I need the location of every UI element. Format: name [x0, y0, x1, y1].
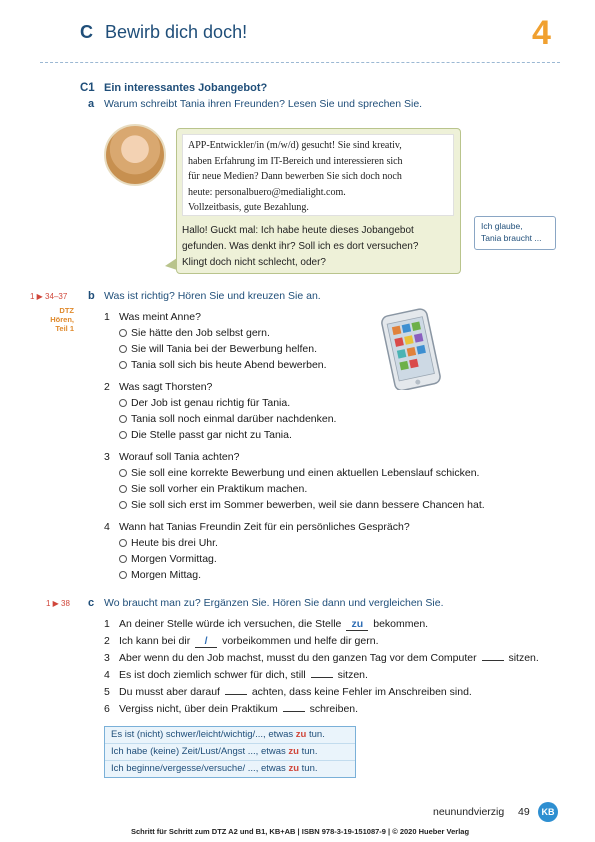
sentence-number: 4 — [104, 669, 110, 681]
answer-option[interactable] — [119, 429, 292, 441]
job-ad-line: heute: personalbuero@medialight.com. — [188, 186, 346, 198]
answer-option[interactable] — [119, 343, 317, 355]
audio-track-b: 1 ▶ 34–37 — [30, 292, 68, 301]
rule-zu: zu — [295, 729, 307, 740]
answer-option[interactable] — [119, 467, 479, 479]
radio-circle[interactable] — [119, 555, 127, 563]
dtz-line: Teil 1 — [55, 324, 74, 333]
radio-circle[interactable] — [119, 345, 127, 353]
gap-blank[interactable] — [482, 660, 504, 661]
chat-line: Hallo! Guckt mal: Ich habe heute dieses Jobangebot — [182, 225, 414, 236]
kb-badge: KB — [538, 802, 558, 822]
page-number: 49 — [518, 806, 530, 818]
rule-text: Ich beginne/vergesse/versuche/ ..., etwas — [111, 763, 286, 774]
sentence-after: sitzen. — [508, 652, 539, 664]
option-label: Sie hätte den Job selbst gern. — [131, 327, 270, 339]
radio-circle[interactable] — [119, 399, 127, 407]
gap-sentence — [119, 618, 428, 631]
answer-option[interactable] — [119, 553, 217, 565]
answer-option[interactable] — [119, 569, 201, 581]
audio-track-c: 1 ▶ 38 — [46, 599, 70, 608]
speech-bubble — [474, 216, 556, 250]
gap-sentence — [119, 669, 368, 681]
gap-sentence — [119, 652, 539, 664]
option-label: Sie soll sich erst im Sommer bewerben, weil sie dann bessere Chancen hat. — [131, 499, 485, 511]
sentence-number: 6 — [104, 703, 110, 715]
subtask-c-instruction: Wo braucht man zu? Ergänzen Sie. Hören Sie dann und vergleichen Sie. — [104, 597, 444, 609]
option-label: Sie soll vorher ein Praktikum machen. — [131, 483, 308, 495]
task-title: Ein interessantes Jobangebot? — [104, 82, 268, 94]
grammar-rule-box — [104, 726, 356, 778]
rule-zu: zu — [288, 763, 299, 774]
radio-circle[interactable] — [119, 571, 127, 579]
sentence-after: bekommen. — [373, 618, 429, 630]
dtz-label — [46, 306, 74, 333]
task-number: C1 — [80, 82, 95, 94]
dtz-line: Hören, — [50, 315, 74, 324]
option-label: Sie soll eine korrekte Bewerbung und einen aktuellen Lebenslauf schicken. — [131, 467, 480, 479]
sentence-before: Ich kann bei dir — [119, 635, 191, 647]
rule-text: Ich habe (keine) Zeit/Lust/Angst ..., etwas — [111, 746, 286, 757]
sentence-after: schreiben. — [309, 703, 359, 715]
sentence-after: vorbeikommen und helfe dir gern. — [222, 635, 379, 647]
page-number-word: neunundvierzig — [433, 806, 505, 818]
answer-option[interactable] — [119, 327, 270, 339]
gap-sentence — [119, 635, 378, 648]
rule-text: Es ist (nicht) schwer/leicht/wichtig/..., etwas — [111, 729, 294, 740]
sentence-number: 1 — [104, 618, 110, 630]
rule-zu: zu — [288, 746, 299, 757]
rule-line — [105, 727, 355, 744]
sentence-number: 5 — [104, 686, 110, 698]
answer-option[interactable] — [119, 483, 307, 495]
sentence-number: 2 — [104, 635, 110, 647]
question-number: 1 — [104, 311, 110, 323]
rule-end: tun. — [301, 763, 318, 774]
rule-end: tun. — [301, 746, 318, 757]
tania-avatar — [104, 124, 166, 186]
option-label: Sie will Tania bei der Bewerbung helfen. — [131, 343, 318, 355]
radio-circle[interactable] — [119, 329, 127, 337]
question-text: Wann hat Tanias Freundin Zeit für ein persönliches Gespräch? — [119, 521, 410, 533]
gap-blank[interactable]: zu — [346, 618, 368, 631]
answer-option[interactable] — [119, 397, 290, 409]
gap-sentence — [119, 703, 358, 715]
question-text: Was sagt Thorsten? — [119, 381, 213, 393]
sentence-before: An deiner Stelle würde ich versuchen, die Stelle — [119, 618, 342, 630]
sentence-before: Vergiss nicht, über dein Praktikum — [119, 703, 278, 715]
answer-option[interactable] — [119, 499, 485, 511]
job-ad-line: haben Erfahrung im IT-Bereich und interessieren sich — [188, 155, 403, 167]
subtask-b-instruction: Was ist richtig? Hören Sie und kreuzen Sie an. — [104, 290, 321, 302]
radio-circle[interactable] — [119, 539, 127, 547]
question-text: Was meint Anne? — [119, 311, 201, 323]
rule-end: tun. — [308, 729, 325, 740]
gap-sentence — [119, 686, 472, 698]
job-ad-line: APP-Entwickler/in (m/w/d) gesucht! Sie sind kreativ, — [188, 140, 402, 151]
rule-line — [105, 744, 355, 761]
sentence-before: Aber wenn du den Job machst, musst du den ganzen Tag vor dem Computer — [119, 652, 477, 664]
question-text: Worauf soll Tania achten? — [119, 451, 240, 463]
sentence-after: achten, dass keine Fehler im Anschreiben sind. — [251, 686, 472, 698]
chat-line: gefunden. Was denkt ihr? Soll ich es dort versuchen? — [182, 240, 419, 252]
chat-line: Klingt doch nicht schlecht, oder? — [182, 256, 326, 268]
job-ad-line: für neue Medien? Dann bewerben Sie sich doch noch — [188, 171, 402, 183]
gap-blank[interactable]: / — [195, 635, 217, 648]
radio-circle[interactable] — [119, 485, 127, 493]
section-letter: C — [80, 22, 93, 42]
job-ad-text — [188, 138, 450, 216]
subtask-a-letter: a — [88, 98, 95, 110]
answer-option[interactable] — [119, 413, 336, 425]
speech-line: Ich glaube, — [481, 221, 523, 231]
header-divider — [40, 62, 560, 63]
smartphone-illustration — [368, 306, 452, 390]
radio-circle[interactable] — [119, 501, 127, 509]
sentence-after: sitzen. — [337, 669, 368, 681]
option-label: Morgen Vormittag. — [131, 553, 217, 565]
rule-line — [105, 761, 355, 778]
option-label: Die Stelle passt gar nicht zu Tania. — [131, 429, 292, 441]
subtask-b-letter: b — [88, 290, 95, 302]
sentence-number: 3 — [104, 652, 110, 664]
option-label: Morgen Mittag. — [131, 569, 202, 581]
question-number: 4 — [104, 521, 110, 533]
gap-blank[interactable] — [225, 694, 247, 695]
sentence-before: Du musst aber darauf — [119, 686, 220, 698]
option-label: Tania soll noch einmal darüber nachdenken. — [131, 413, 337, 425]
section-title: Bewirb dich doch! — [105, 22, 248, 42]
option-label: Heute bis drei Uhr. — [131, 537, 218, 549]
dtz-line: DTZ — [59, 306, 74, 315]
radio-circle[interactable] — [119, 361, 127, 369]
radio-circle[interactable] — [119, 431, 127, 439]
question-number: 2 — [104, 381, 110, 393]
subtask-c-letter: c — [88, 597, 95, 609]
answer-option[interactable] — [119, 537, 218, 549]
job-ad-line: Vollzeitbasis, gute Bezahlung. — [188, 202, 309, 214]
chapter-number: 4 — [532, 14, 551, 52]
radio-circle[interactable] — [119, 415, 127, 423]
option-label: Tania soll sich bis heute Abend bewerben. — [131, 359, 327, 371]
subtask-a-instruction: Warum schreibt Tania ihren Freunden? Lesen Sie und sprechen Sie. — [104, 98, 423, 110]
gap-blank[interactable] — [283, 711, 305, 712]
sentence-before: Es ist doch ziemlich schwer für dich, still — [119, 669, 306, 681]
option-label: Der Job ist genau richtig für Tania. — [131, 397, 291, 409]
publisher-credit: Schritt für Schritt zum DTZ A2 und B1, KB+AB | ISBN 978-3-19-151087-9 | © 2020 Hueber Verlag — [130, 827, 470, 836]
chat-message-text — [182, 223, 454, 270]
gap-blank[interactable] — [311, 677, 333, 678]
speech-line: Tania braucht ... — [481, 233, 542, 243]
answer-option[interactable] — [119, 359, 327, 371]
question-number: 3 — [104, 451, 110, 463]
radio-circle[interactable] — [119, 469, 127, 477]
